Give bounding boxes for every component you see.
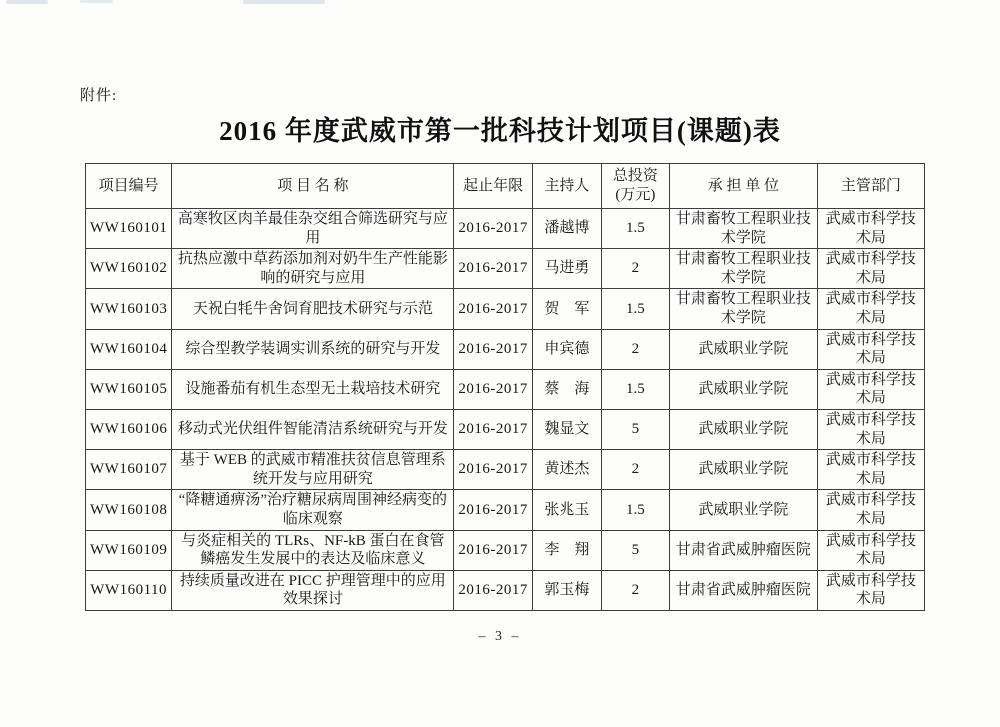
- project-department-cell: 武威市科学技术局: [817, 329, 924, 369]
- project-department-cell: 武威市科学技术局: [817, 289, 924, 329]
- project-department-cell: 武威市科学技术局: [817, 450, 924, 490]
- project-name-cell: 高寒牧区肉羊最佳杂交组合筛选研究与应用: [172, 209, 454, 249]
- project-name-cell: 基于 WEB 的武威市精准扶贫信息管理系统开发与应用研究: [172, 450, 454, 490]
- project-department-cell: 武威市科学技术局: [817, 570, 924, 610]
- project-name-cell: 持续质量改进在 PICC 护理管理中的应用效果探讨: [172, 570, 454, 610]
- project-leader-cell: 蔡 海: [532, 369, 601, 409]
- project-leader-cell: 张兆玉: [532, 490, 601, 530]
- table-header-row: [86, 164, 925, 209]
- project-investment-cell: 1.5: [601, 369, 669, 409]
- project-id-cell: WW160106: [86, 409, 172, 449]
- project-department-cell: 武威市科学技术局: [817, 490, 924, 530]
- table-row: [86, 329, 925, 369]
- project-unit-cell: 武威职业学院: [669, 369, 817, 409]
- project-investment-cell: 1.5: [601, 490, 669, 530]
- column-header-project-name: 项 目 名 称: [172, 164, 454, 209]
- project-name-cell: 综合型教学装调实训系统的研究与开发: [172, 329, 454, 369]
- project-years-cell: 2016-2017: [454, 289, 533, 329]
- project-id-cell: WW160110: [86, 570, 172, 610]
- project-name-cell: 抗热应激中草药添加剂对奶牛生产性能影响的研究与应用: [172, 249, 454, 289]
- attachment-label: 附件:: [80, 88, 118, 104]
- table-row: [86, 289, 925, 329]
- project-unit-cell: 甘肃畜牧工程职业技术学院: [669, 249, 817, 289]
- project-unit-cell: 甘肃畜牧工程职业技术学院: [669, 209, 817, 249]
- project-years-cell: 2016-2017: [454, 570, 533, 610]
- table-row: [86, 369, 925, 409]
- project-years-cell: 2016-2017: [454, 209, 533, 249]
- scan-artifact: [243, 0, 325, 4]
- project-table-body: [86, 209, 925, 611]
- column-header-years: 起止年限: [454, 164, 533, 209]
- table-row: [86, 249, 925, 289]
- project-id-cell: WW160107: [86, 450, 172, 490]
- table-row: [86, 570, 925, 610]
- project-years-cell: 2016-2017: [454, 450, 533, 490]
- table-header: [86, 164, 925, 209]
- project-investment-cell: 2: [601, 570, 669, 610]
- project-investment-cell: 1.5: [601, 289, 669, 329]
- column-header-unit: 承 担 单 位: [669, 164, 817, 209]
- project-department-cell: 武威市科学技术局: [817, 209, 924, 249]
- table-row: [86, 209, 925, 249]
- project-years-cell: 2016-2017: [454, 490, 533, 530]
- project-leader-cell: 郭玉梅: [532, 570, 601, 610]
- project-department-cell: 武威市科学技术局: [817, 530, 924, 570]
- project-id-cell: WW160101: [86, 209, 172, 249]
- page-title: 2016 年度武威市第一批科技计划项目(课题)表: [219, 116, 781, 146]
- project-id-cell: WW160103: [86, 289, 172, 329]
- project-leader-cell: 魏显文: [532, 409, 601, 449]
- project-leader-cell: 潘越博: [532, 209, 601, 249]
- project-unit-cell: 武威职业学院: [669, 450, 817, 490]
- project-leader-cell: 黄述杰: [532, 450, 601, 490]
- project-unit-cell: 甘肃畜牧工程职业技术学院: [669, 289, 817, 329]
- project-investment-cell: 2: [601, 450, 669, 490]
- project-id-cell: WW160109: [86, 530, 172, 570]
- project-unit-cell: 甘肃省武威肿瘤医院: [669, 530, 817, 570]
- project-id-cell: WW160104: [86, 329, 172, 369]
- project-name-cell: “降糖通痹汤”治疗糖尿病周围神经病变的临床观察: [172, 490, 454, 530]
- project-table: [85, 163, 925, 611]
- project-years-cell: 2016-2017: [454, 530, 533, 570]
- investment-header-line1: 总投资: [612, 168, 658, 185]
- project-leader-cell: 贺 军: [532, 289, 601, 329]
- project-investment-cell: 5: [601, 530, 669, 570]
- page-number: – 3 –: [478, 629, 522, 644]
- project-investment-cell: 2: [601, 249, 669, 289]
- project-investment-cell: 2: [601, 329, 669, 369]
- project-leader-cell: 马进勇: [532, 249, 601, 289]
- scan-artifact: [80, 0, 113, 3]
- project-unit-cell: 武威职业学院: [669, 409, 817, 449]
- table-row: [86, 450, 925, 490]
- project-unit-cell: 甘肃省武威肿瘤医院: [669, 570, 817, 610]
- project-name-cell: 天祝白牦牛舍饲育肥技术研究与示范: [172, 289, 454, 329]
- column-header-leader: 主持人: [532, 164, 601, 209]
- project-investment-cell: 5: [601, 409, 669, 449]
- project-name-cell: 与炎症相关的 TLRs、NF-kB 蛋白在食管鳞癌发生发展中的表达及临床意义: [172, 530, 454, 570]
- table-row: [86, 490, 925, 530]
- table-row: [86, 409, 925, 449]
- project-name-cell: 移动式光伏组件智能清洁系统研究与开发: [172, 409, 454, 449]
- project-years-cell: 2016-2017: [454, 369, 533, 409]
- table-row: [86, 530, 925, 570]
- project-department-cell: 武威市科学技术局: [817, 249, 924, 289]
- project-unit-cell: 武威职业学院: [669, 490, 817, 530]
- project-leader-cell: 申宾德: [532, 329, 601, 369]
- project-years-cell: 2016-2017: [454, 409, 533, 449]
- column-header-department: 主管部门: [817, 164, 924, 209]
- investment-header-line2: (万元): [615, 187, 656, 203]
- project-leader-cell: 李 翔: [532, 530, 601, 570]
- column-header-investment: [601, 164, 669, 209]
- project-unit-cell: 武威职业学院: [669, 329, 817, 369]
- project-id-cell: WW160105: [86, 369, 172, 409]
- project-department-cell: 武威市科学技术局: [817, 409, 924, 449]
- project-id-cell: WW160102: [86, 249, 172, 289]
- project-years-cell: 2016-2017: [454, 249, 533, 289]
- project-department-cell: 武威市科学技术局: [817, 369, 924, 409]
- project-investment-cell: 1.5: [601, 209, 669, 249]
- column-header-project-id: 项目编号: [86, 164, 172, 209]
- project-id-cell: WW160108: [86, 490, 172, 530]
- project-years-cell: 2016-2017: [454, 329, 533, 369]
- project-name-cell: 设施番茄有机生态型无土栽培技术研究: [172, 369, 454, 409]
- scan-artifact: [6, 0, 48, 4]
